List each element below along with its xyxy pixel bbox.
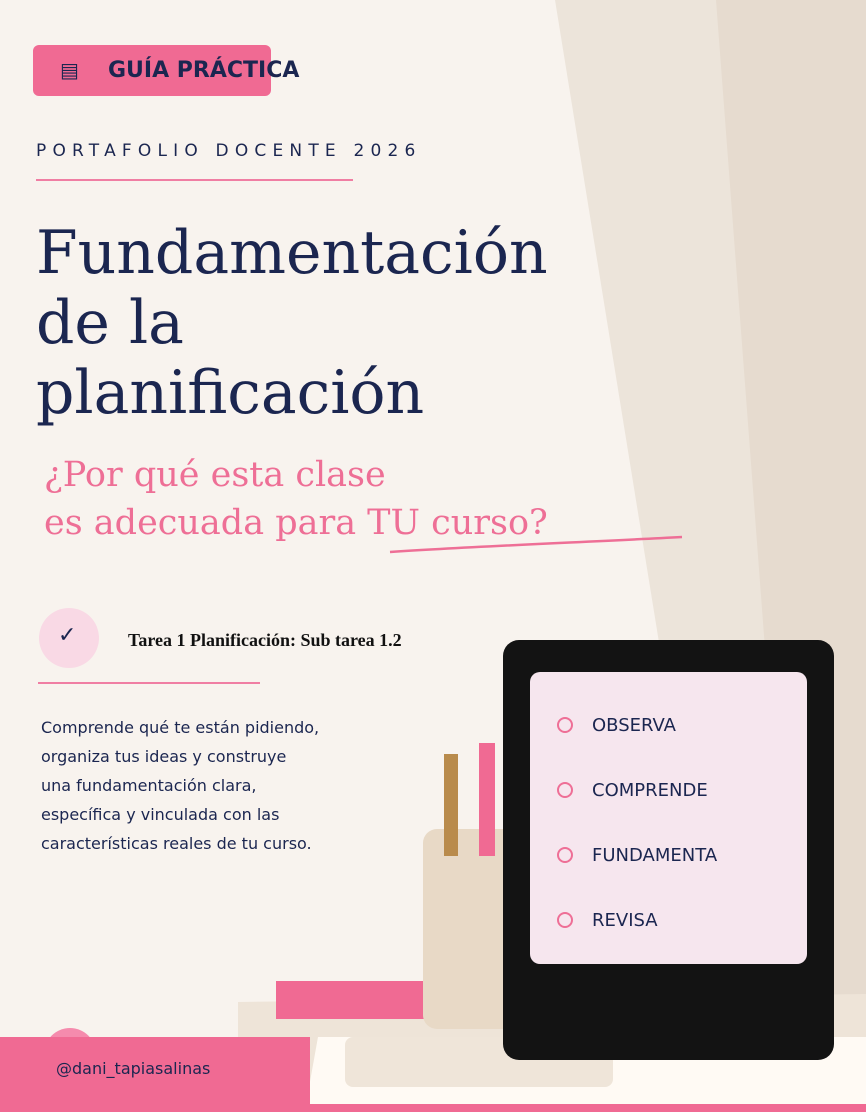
description-line: Comprende qué te están pidiendo, (41, 718, 320, 737)
title-line: de la (36, 288, 184, 358)
author-handle: @dani_tapiasalinas (56, 1059, 211, 1078)
circle-bullet-icon (557, 717, 573, 733)
badge-label: GUÍA PRÁCTICA (108, 58, 300, 83)
pencil-pink (479, 743, 495, 856)
step-item-comprende (557, 776, 708, 804)
eyebrow-text: PORTAFOLIO DOCENTE 2026 (36, 141, 422, 161)
task-title: Tarea 1 Planificación: Sub tarea 1.2 (128, 630, 402, 650)
title-line: Fundamentación (36, 218, 548, 288)
step-label: OBSERVA (592, 714, 676, 736)
step-item-revisa (557, 906, 658, 934)
description-line: específica y vinculada con las (41, 805, 280, 824)
description-line: características reales de tu curso. (41, 834, 312, 853)
page-subtitle (44, 451, 548, 547)
step-item-observa (557, 711, 676, 739)
subtitle-line: ¿Por qué esta clase (44, 455, 386, 495)
document-icon: ▤ (60, 58, 79, 82)
task-divider (38, 682, 260, 684)
circle-bullet-icon (557, 847, 573, 863)
description-line: organiza tus ideas y construye (41, 747, 287, 766)
pink-book (276, 981, 436, 1019)
circle-bullet-icon (557, 782, 573, 798)
subtitle-line: es adecuada para TU curso? (44, 503, 548, 543)
circle-bullet-icon (557, 912, 573, 928)
pencil-brown (444, 754, 458, 856)
page-title (36, 218, 548, 428)
step-item-fundamenta (557, 841, 717, 869)
description-line: una fundamentación clara, (41, 776, 257, 795)
eyebrow-divider (36, 179, 353, 181)
checkmark-icon: ✓ (58, 623, 77, 648)
step-label: REVISA (592, 909, 658, 931)
description (41, 713, 351, 858)
step-label: FUNDAMENTA (592, 844, 718, 866)
step-label: COMPRENDE (592, 779, 708, 801)
title-line: planificación (36, 358, 425, 428)
